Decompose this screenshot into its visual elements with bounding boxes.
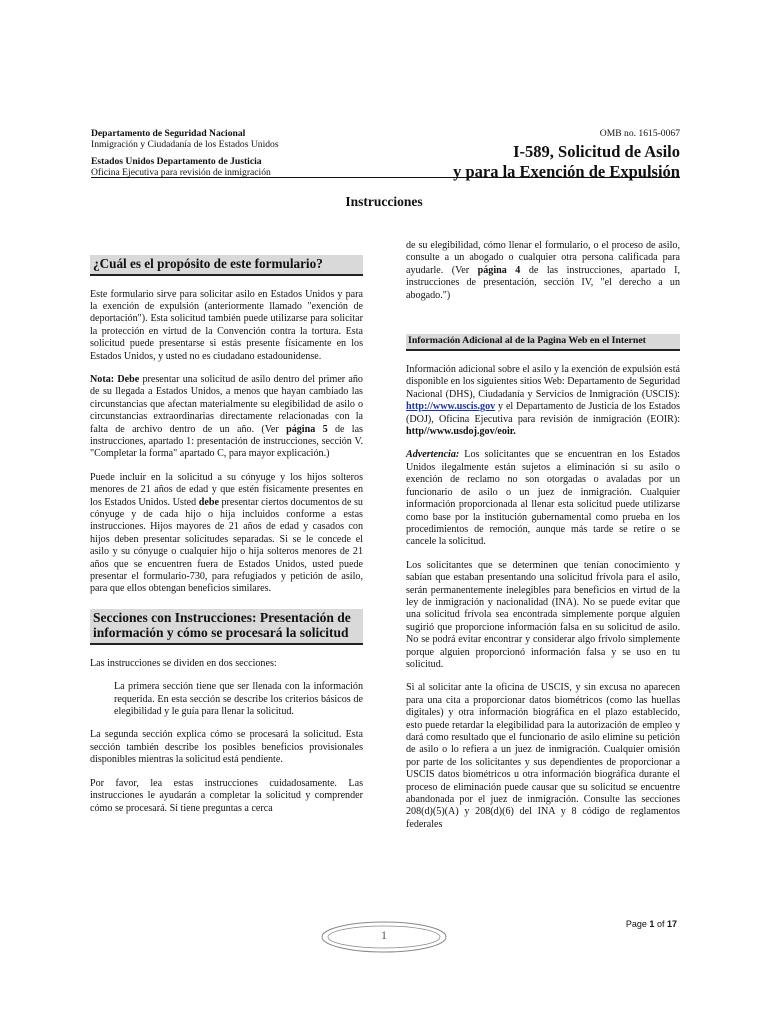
dept-homeland-security: Departamento de Seguridad Nacional [91, 128, 246, 139]
second-section-paragraph: La segunda sección explica cómo se procesará la solicitud. Esta sección también describe los posibles beneficios provisionales disponibles mientras la solicitud está pendiente. [90, 729, 363, 766]
page-number-oval [320, 920, 448, 954]
purpose-heading: ¿Cuál es el propósito de este formulario? [90, 255, 363, 276]
eligibility-continued-paragraph: de su elegibilidad, cómo llenar el formulario, o el proceso de asilo, consulte a un abogado o cualquier otra persona calificada para ayudarle. (Ver página 4 de las instrucciones, apartado I, instrucciones de presentación, sección IV, "el derecho a un abogado.") [406, 240, 680, 301]
purpose-paragraph: Este formulario sirve para solicitar asilo en Estados Unidos y para la exención de expulsión (anteriormente llamado "exención de deportación"). Esta solicitud también puede utilizarse para solicitar la protección en virtud de la Convención contra la tortura. Esta solicitud puede presentarse si estás presente físicamente en los Estados Unidos, y usted no es ciudadano estadounidense. [90, 288, 363, 362]
first-section-paragraph: La primera sección tiene que ser llenada con la información requerida. En esta sección se describe los criterios básicos de elegibilidad y le guía para llenar la solicitud. [114, 681, 363, 718]
dept-justice: Estados Unidos Departamento de Justicia [91, 156, 262, 167]
read-carefully-paragraph: Por favor, lea estas instrucciones cuidadosamente. Las instrucciones le ayudarán a completar la solicitud y comprender cómo se procesará. Si tiene preguntas a cerca [90, 777, 363, 814]
sections-heading: Secciones con Instrucciones: Presentación de información y cómo se procesará la solicitud [90, 609, 363, 645]
form-title-line1: I-589, Solicitud de Asilo [513, 142, 680, 161]
left-column [90, 255, 363, 826]
warning-paragraph: Advertencia: Los solicitantes que se encuentran en los Estados Unidos ilegalmente están sujetos a eliminación si su asilo o exención de reclamo no son otorgadas o avaladas por un funcionario de asilo o un juez de inmigración. Cualquier información proporcionada al llenar esta solicitud puede utilizarse como base por la institución gubernamental como prueba en los procedimientos de remoción, aunque más tarde se retire o se cancele la solicitud. [406, 449, 680, 548]
right-column [406, 240, 680, 842]
page-indicator: Page 1 of 17 [625, 919, 677, 929]
omb-number: OMB no. 1615-0067 [599, 128, 680, 139]
sections-intro: Las instrucciones se dividen en dos secciones: [90, 657, 277, 669]
form-id-block [340, 128, 680, 182]
form-title-line2: y para la Exención de Expulsión [453, 162, 680, 181]
biometrics-paragraph: Si al solicitar ante la oficina de USCIS, y sin excusa no aparecen para una cita a proporcionar datos biométricos (como las huellas digitales) y otra información biográfica en el plazo establecido, esto puede retardar la elegibilidad para la autorización de empleo y dará como resultado que el funcionario de asilo elimine su petición de asilo o lo refiera a un juez de inmigración. Cualquier omisión por parte de los solicitantes y sus dependientes de proporcionar a USCIS datos biométricos u otra información biográfica durante el proceso de eliminación puede causar que su solicitud se encuentre abandonada por el juez de inmigración. Consulte las secciones 208(d)(5)(A) y 208(d)(6) del INA y 8 código de reglamentos federales [406, 682, 680, 830]
eoir-url: http//www.usdoj.gov/eoir. [406, 426, 516, 438]
oval-page-number: 1 [381, 928, 387, 942]
spouse-children-paragraph: Puede incluir en la solicitud a su cónyuge y los hijos solteros menores de 21 años de edad y que estén físicamente presentes en los Estados Unidos. Usted debe presentar ciertos documentos de su cónyuge y de cada hijo o hija incluidos conforme a estas instrucciones. Hijos mayores de 21 años de edad y casados con hijos deben presentar solicitudes separadas. Si se le concede el asilo y su cónyuge o cualquier hijo o hija solteros menores de 21 años que se encuentren fuera de Estados Unidos, usted puede presentar el formulario-730, para refugiados y petición de asilo, para que ellos obtengan beneficios similares. [90, 471, 363, 595]
uscis-name: Inmigración y Ciudadanía de los Estados Unidos [91, 139, 279, 150]
frivolous-paragraph: Los solicitantes que se determinen que tenían conocimiento y sabían que estaban presentando una solicitud frívola para el asilo, serán permanentemente inelegibles para beneficios en virtud de la ley de inmigración y nacionalidad (INA). No se puede evitar que una solicitud frívola sea encontrada simplemente porque alguien sugirió que proporcione información falsa en su solicitud de asilo. No se podrá evitar encontrar y considerar algo frívolo simplemente porque alguien proporcionó información falsa y se uso en tu solicitud. [406, 559, 680, 670]
web-info-heading: Información Adicional al de la Pagina Web en el Internet [406, 334, 680, 351]
section-title: Instrucciones [345, 194, 423, 209]
eoir-name: Oficina Ejecutiva para revisión de inmigración [91, 167, 271, 178]
note-paragraph: Nota: Debe presentar una solicitud de asilo dentro del primer año de su llegada a Estados Unidos, a menos que hayan cambiado las circunstancias que afectan materialmente su elegibilidad de asilo o circunstancias extraordinarias directamente relacionadas con la falta de archivo dentro de un año. (Ver página 5 de las instrucciones, apartado 1: presentación de instrucciones, sección V. "Completar la forma" apartado C, para mayor explicación.) [90, 373, 363, 460]
web-info-paragraph: Información adicional sobre el asilo y la exención de expulsión está disponible en los siguientes sitios Web: Departamento de Seguridad Nacional (DHS), Ciudadanía y Servicios de Inmigración (USCIS): http://www.uscis.gov y el Departamento de Justicia de los Estados (DOJ), Oficina Ejecutiva para revisión de inmigración (EOIR): http//www.usdoj.gov/eoir. [406, 364, 680, 438]
header-divider [91, 177, 680, 178]
uscis-link[interactable]: http://www.uscis.gov [406, 401, 496, 413]
